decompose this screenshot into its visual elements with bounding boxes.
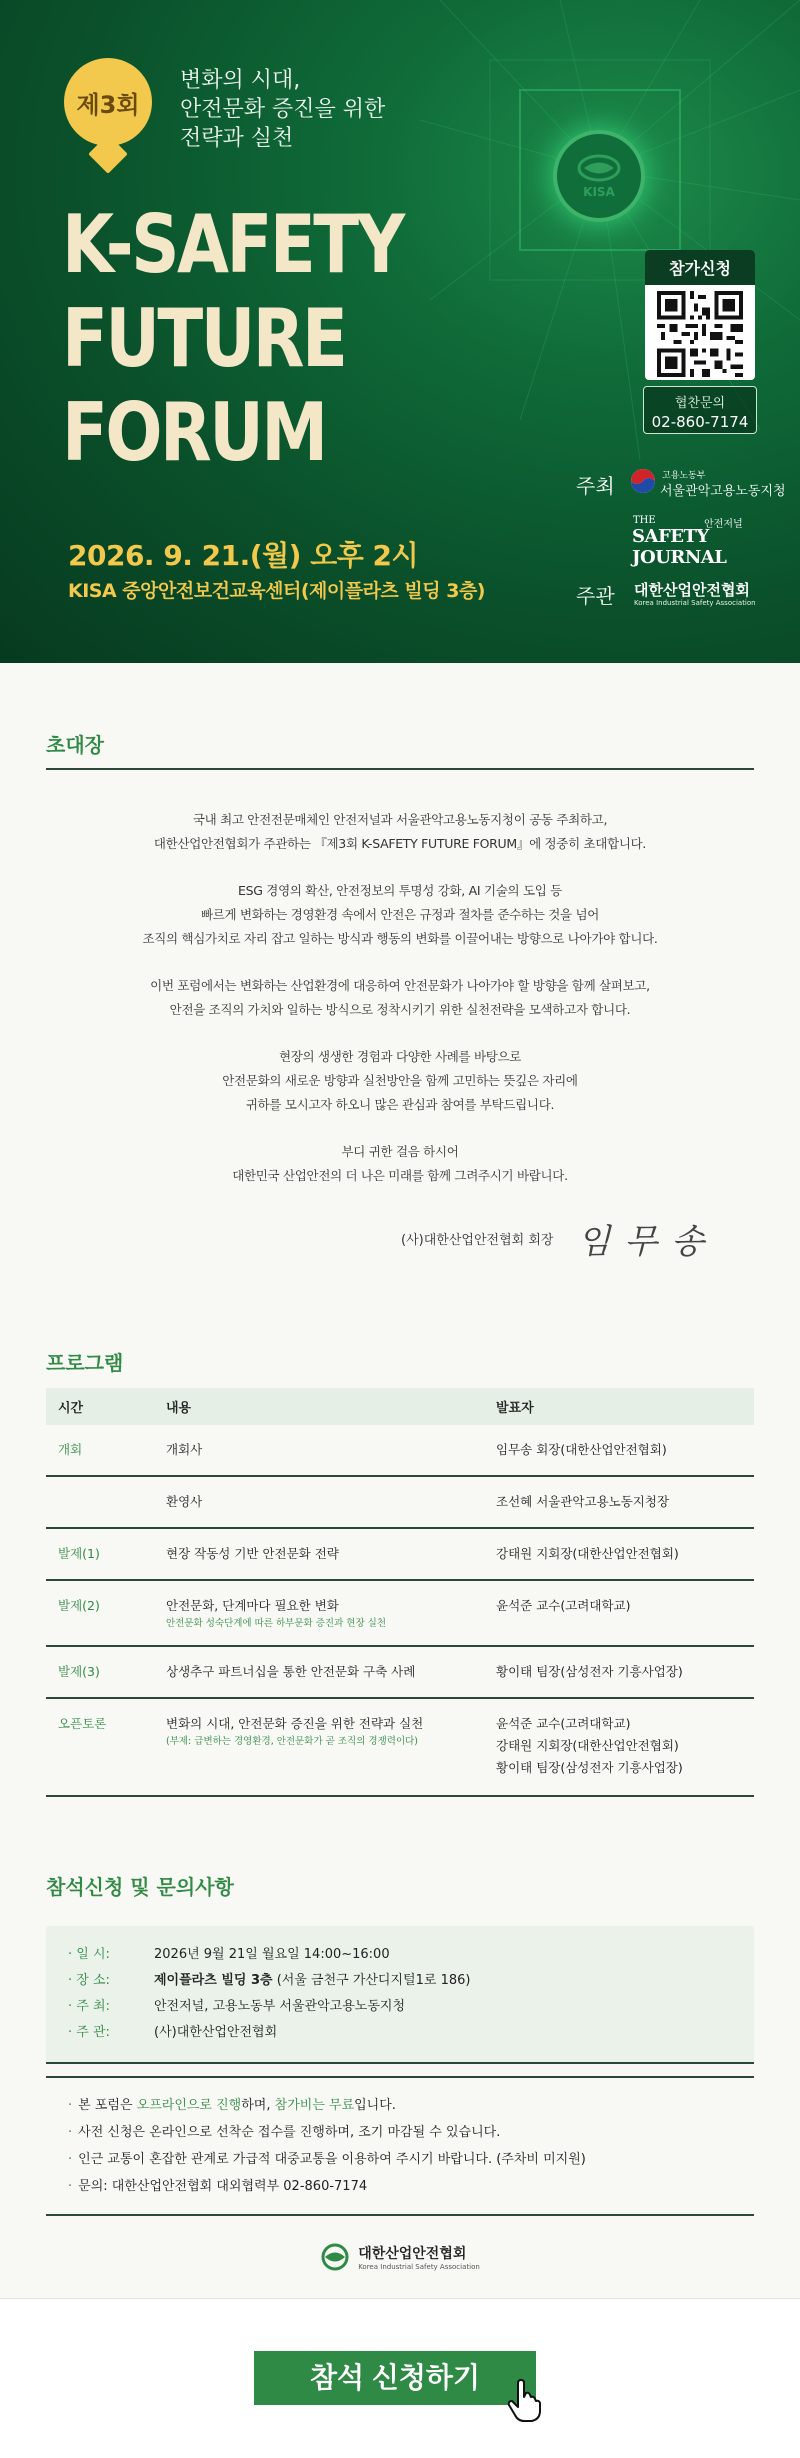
- program-row: [46, 1528, 754, 1580]
- kisa-emblem: [553, 130, 645, 222]
- program-row: [46, 1580, 754, 1646]
- title-line: FORUM: [62, 386, 326, 479]
- info-value: 2026년 9월 21일 월요일 14:00~16:00: [154, 1947, 390, 1962]
- info-key: · 주 최:: [68, 1999, 110, 2014]
- organizer-name-en: Korea Industrial Safety Association: [634, 599, 756, 607]
- program-content-text: 상생추구 파트너십을 통한 안전문화 구축 사례: [166, 1664, 416, 1679]
- program-section: [46, 1347, 754, 1797]
- edition-text: 제3회: [76, 90, 140, 119]
- qr-code-icon: [657, 291, 743, 377]
- section-title-invitation: 초대장: [46, 729, 754, 770]
- notice-row: · 사전 신청은 온라인으로 선착순 접수를 진행하며, 조기 마감될 수 있습니다.: [68, 2125, 501, 2140]
- invitation-line: 안전문화의 새로운 방향과 실천방안을 함께 고민하는 뜻깊은 자리에: [222, 1073, 578, 1088]
- header-time: 시간: [46, 1388, 154, 1425]
- program-content: [154, 1580, 484, 1646]
- notice-text: 인근 교통이 혼잡한 관계로 가급적 대중교통을 이용하여 주시기 바랍니다. (주차비 미지원): [78, 2152, 586, 2167]
- program-content-sub: 안전문화 성숙단계에 따른 하부문화 증진과 현장 실천: [166, 1618, 387, 1629]
- info-row: [68, 1994, 732, 2020]
- notice-row: · 본 포럼은 오프라인으로 진행하며, 참가비는 무료입니다.: [68, 2098, 396, 2113]
- edition-badge: [64, 58, 152, 146]
- invitation-body: [46, 808, 754, 1188]
- footer-logo: [46, 2242, 754, 2272]
- invitation-line: 빠르게 변화하는 경영환경 속에서 안전은 규정과 절차를 준수하는 것을 넘어: [200, 907, 600, 922]
- invitation-paragraph: [46, 808, 754, 856]
- speaker-name: 임무송 회장(대한산업안전협회): [496, 1442, 667, 1457]
- cta-area: [0, 2298, 800, 2458]
- notice-text: 하며,: [241, 2098, 275, 2113]
- forum-title: [62, 198, 468, 480]
- signature-row: [46, 1214, 754, 1263]
- invitation-line: ESG 경영의 확산, 안전정보의 투명성 강화, AI 기술의 도입 등: [238, 883, 562, 898]
- info-key: · 일 시:: [68, 1947, 110, 1962]
- notice-highlight: 참가비는 무료: [274, 2098, 355, 2113]
- subtitle-line: 전략과 실천: [180, 126, 294, 151]
- program-row: [46, 1646, 754, 1698]
- program-time: 발제(3): [46, 1646, 154, 1698]
- sponsor-contact: [643, 386, 757, 434]
- info-value: (사)대한산업안전협회: [154, 2025, 278, 2040]
- footer-org-name: 대한산업안전협회: [358, 2246, 467, 2262]
- invitation-line: 이번 포럼에서는 변화하는 산업환경에 대응하여 안전문화가 나아가야 할 방향을 함께 살펴보고,: [150, 978, 650, 993]
- invitation-line: 대한민국 산업안전의 더 나은 미래를 함께 그려주시기 바랍니다.: [232, 1168, 568, 1183]
- event-info-box: [46, 1926, 754, 2064]
- host-label: 주최: [576, 474, 615, 498]
- program-content-text: 현장 작동성 기반 안전문화 전략: [166, 1546, 339, 1561]
- pointer-hand-icon: [504, 2379, 544, 2423]
- info-row: [68, 1968, 732, 1994]
- invitation-section: [46, 663, 754, 1263]
- info-key: · 주 관:: [68, 2025, 110, 2040]
- program-header-row: [46, 1388, 754, 1425]
- program-content-text: 변화의 시대, 안전문화 증진을 위한 전략과 실천: [166, 1716, 424, 1731]
- speaker-name: 조선혜 서울관악고용노동지청장: [496, 1494, 670, 1509]
- notice-highlight: 오프라인으로 진행: [136, 2098, 242, 2113]
- speaker-name: 황이태 팀장(삼성전자 기흥사업장): [496, 1760, 683, 1775]
- program-speaker: [484, 1425, 754, 1476]
- hero-subtitle: [180, 66, 440, 153]
- speaker-name: 강태원 지회장(대한산업안전협회): [496, 1546, 679, 1561]
- program-content: [154, 1698, 484, 1796]
- subtitle-line: 변화의 시대,: [180, 68, 301, 93]
- program-content: [154, 1476, 484, 1528]
- program-content: [154, 1646, 484, 1698]
- header-content: 내용: [154, 1388, 484, 1425]
- notice-row: · 인근 교통이 혼잡한 관계로 가급적 대중교통을 이용하여 주시기 바랍니다. (주차비 미지원): [68, 2152, 586, 2167]
- journal-kr: 안전저널: [704, 519, 743, 530]
- host-ministry: 고용노동부: [662, 471, 706, 481]
- program-time: [46, 1476, 154, 1528]
- invitation-line: 안전을 조직의 가치와 일하는 방식으로 정착시키기 위한 실천전략을 모색하고자 합니다.: [169, 1002, 631, 1017]
- program-speaker: [484, 1646, 754, 1698]
- info-key: · 장 소:: [68, 1973, 110, 1988]
- title-line: K-SAFETY: [62, 198, 403, 291]
- notice-box: [46, 2076, 754, 2216]
- moel-logo-icon: [628, 466, 658, 496]
- speaker-name: 황이태 팀장(삼성전자 기흥사업장): [496, 1664, 683, 1679]
- invitation-line: 조직의 핵심가치로 자리 잡고 일하는 방식과 행동의 변화를 이끌어내는 방향으로 나아가야 합니다.: [142, 931, 658, 946]
- event-date: 2026. 9. 21.(월) 오후 2시: [68, 539, 419, 572]
- invitation-paragraph: [46, 879, 754, 951]
- safety-journal-logo: SAFETY JOURNAL: [632, 526, 727, 568]
- journal-the: THE: [633, 515, 656, 526]
- program-time: 발제(2): [46, 1580, 154, 1646]
- program-content: [154, 1425, 484, 1476]
- sponsor-contact-phone: 02-860-7174: [651, 413, 749, 431]
- program-content-sub: (부제: 급변하는 경영환경, 안전문화가 곧 조직의 경쟁력이다): [166, 1736, 419, 1747]
- register-button[interactable]: 참석 신청하기: [254, 2351, 536, 2405]
- invitation-paragraph: [46, 1140, 754, 1188]
- program-row: [46, 1476, 754, 1528]
- program-speaker: [484, 1476, 754, 1528]
- notice-row: · 문의: 대한산업안전협회 대외협력부 02-860-7174: [68, 2179, 368, 2194]
- event-venue: KISA 중앙안전보건교육센터(제이플라츠 빌딩 3층): [68, 580, 485, 602]
- info-row: [68, 1942, 732, 1968]
- program-time: 발제(1): [46, 1528, 154, 1580]
- kisa-swirl-icon: [576, 153, 622, 183]
- invitation-line: 부디 귀한 걸음 하시어: [341, 1144, 459, 1159]
- sponsor-contact-label: 협찬문의: [674, 396, 726, 411]
- info-value-bold: 제이플라츠 빌딩 3층: [154, 1973, 273, 1988]
- hero-banner: [0, 0, 800, 663]
- info-value: 안전저널, 고용노동부 서울관악고용노동지청: [154, 1999, 405, 2014]
- invitation-paragraph: [46, 1045, 754, 1117]
- program-row: [46, 1425, 754, 1476]
- register-qr-label: 참가신청: [645, 250, 755, 285]
- program-content-text: 안전문화, 단계마다 필요한 변화: [166, 1598, 339, 1613]
- speaker-name: 윤석준 교수(고려대학교): [496, 1716, 631, 1731]
- program-time: 개회: [46, 1425, 154, 1476]
- organizer-label: 주관: [576, 584, 615, 608]
- invitation-line: 귀하를 모시고자 하오니 많은 관심과 참여를 부탁드립니다.: [245, 1097, 555, 1112]
- notice-text: 사전 신청은 온라인으로 선착순 접수를 진행하며, 조기 마감될 수 있습니다.: [78, 2125, 501, 2140]
- program-time: 오픈토론: [46, 1698, 154, 1796]
- program-content: [154, 1528, 484, 1580]
- program-content-text: 개회사: [166, 1442, 203, 1457]
- invitation-paragraph: [46, 974, 754, 1022]
- register-qr[interactable]: [645, 250, 755, 380]
- info-value: (서울 금천구 가산디지털1로 186): [272, 1973, 471, 1988]
- invitation-line: 현장의 생생한 경험과 다양한 사례를 바탕으로: [278, 1049, 522, 1064]
- notice-text: 입니다.: [354, 2098, 396, 2113]
- section-title-register: 참석신청 및 문의사항: [46, 1875, 234, 1899]
- program-speaker: [484, 1580, 754, 1646]
- subtitle-line: 안전문화 증진을 위한: [180, 97, 386, 122]
- info-row: [68, 2020, 732, 2046]
- invitation-line: 국내 최고 안전전문매체인 안전저널과 서울관악고용노동지청이 공동 주최하고,: [192, 812, 608, 827]
- speaker-name: 강태원 지회장(대한산업안전협회): [496, 1738, 679, 1753]
- signature-name: 임무송: [577, 1222, 718, 1262]
- program-speaker: [484, 1528, 754, 1580]
- program-speaker: [484, 1698, 754, 1796]
- section-title-program: 프로그램: [46, 1351, 124, 1375]
- program-content-text: 환영사: [166, 1494, 203, 1509]
- kisa-text: KISA: [583, 185, 615, 199]
- notice-text: 문의: 대한산업안전협회 대외협력부 02-860-7174: [78, 2179, 368, 2194]
- register-section: [46, 1871, 754, 2272]
- notice-text: 본 포럼은: [78, 2098, 137, 2113]
- program-table: [46, 1388, 754, 1797]
- kisa-logo-icon: [320, 2242, 350, 2272]
- organizer-name: 대한산업안전협회: [634, 581, 750, 599]
- header-speaker: 발표자: [484, 1388, 754, 1425]
- invitation-line: 대한산업안전협회가 주관하는 『제3회 K-SAFETY FUTURE FORUM』에 정중히 초대합니다.: [153, 836, 647, 851]
- program-row: [46, 1698, 754, 1796]
- speaker-name: 윤석준 교수(고려대학교): [496, 1598, 631, 1613]
- signature-org: (사)대한산업안전협회 회장: [401, 1233, 554, 1248]
- footer-org-name-en: Korea Industrial Safety Association: [358, 2263, 480, 2271]
- host-name: 서울관악고용노동지청: [660, 484, 786, 499]
- title-line: FUTURE: [62, 292, 346, 385]
